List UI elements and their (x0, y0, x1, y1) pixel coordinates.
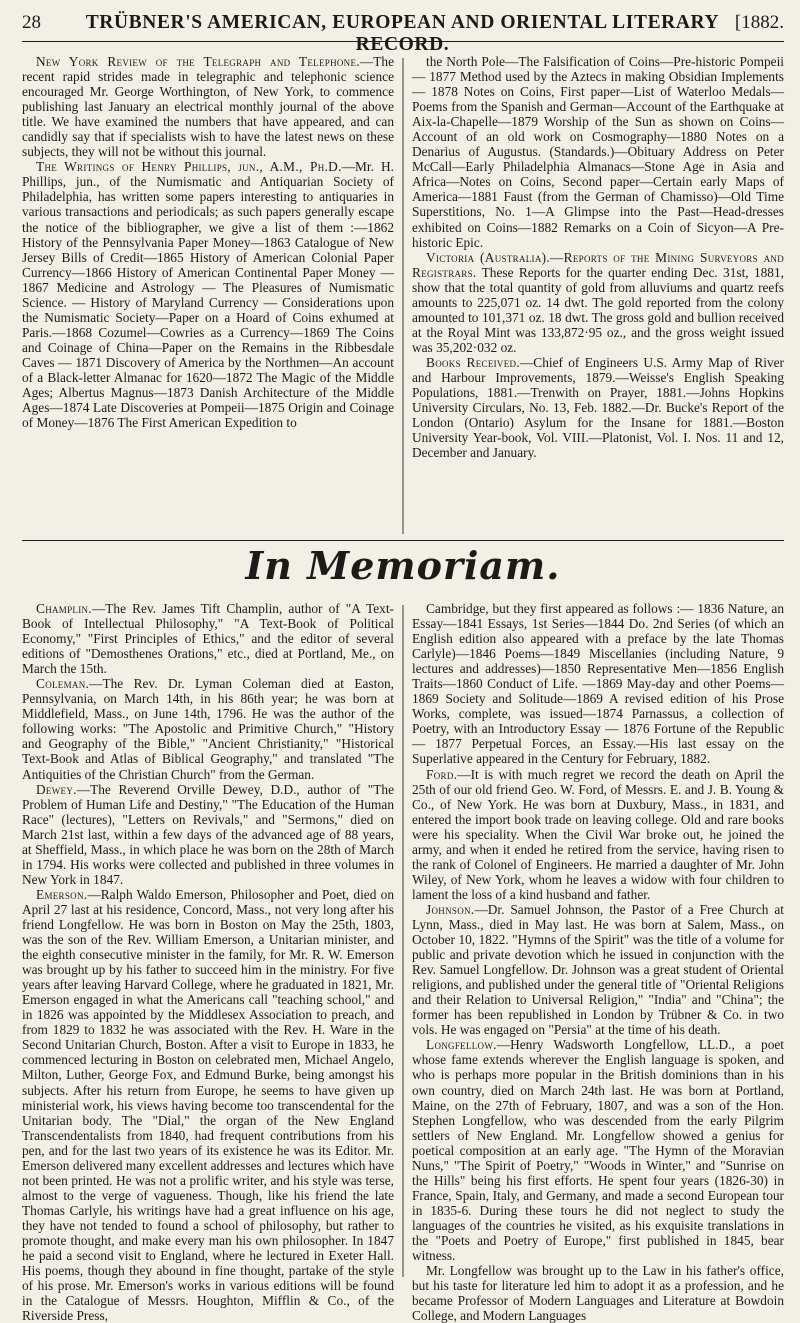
paragraph (412, 767, 784, 902)
paragraph (412, 54, 784, 250)
paragraph (412, 1037, 784, 1263)
paragraph (22, 159, 394, 430)
paragraph-lead: Dewey. (36, 781, 77, 797)
paragraph (412, 355, 784, 460)
paragraph (22, 782, 394, 887)
paragraph-text: —Henry Wadsworth Longfellow, LL.D., a poet whose fame extends wherever the English language is spoken, and who is perhaps more popular in the British dominions than in his own country, died on March 24th last. He was born at Portland, Maine, on the 27th of February, 1807, and was a son of the Hon. Stephen Longfellow, who was descended from the early Pilgrim settlers of New England. Mr. Longfellow showed a genius for poetical composition at an early age. "The Hymn of the Moravian Nuns," "The Spirit of Poetry," "Woods in Winter," and "Sunrise on the Hills" being his first efforts. He spent four years (1826-30) in France, Spain, Italy, and Germany, and made a second European tour in 1835-6. During these tours he did not neglect to study the languages of the countries he visited, as his exquisite translations in the "Poets and Poetry of Europe," first published in 1845, bear witness. (412, 1037, 784, 1264)
paragraph-text: the North Pole—The Falsification of Coins—Pre-historic Pompeii — 1877 Method used by the Aztecs in making Obsidian Implements — 1878 Notes on Coins, First paper—List of Waterloo Medals—Poems from the Spanish and German—Account of the Earthquake at Aix-la-Chapelle—1879 Worship of the Sun as shown on Coins—Account of an old work on Cosmography—1880 Notes on a Denarius of Augustus. (Standards.)—Obituary Address on Peter McCall—Early Philadelphia Almanacs—Stone Age in Asia and Africa—Notes on Coins, Second paper—Certain early Maps of America—1881 Faust (from the German of Chamisso)—Old Time Superstitions, No. 1—A Glimpse into the Past—Head-dresses exhibited on Coins—1882 Remarks on a Coin of Sicyon—A Pre-historic Epic. (412, 54, 784, 250)
paragraph-lead: Books Received. (426, 354, 520, 370)
paragraph (412, 1263, 784, 1323)
paragraph-text: —Dr. Samuel Johnson, the Pastor of a Free Church at Lynn, Mass., died in May last. He was born at Salem, Mass., on October 10, 1822. "Hymns of the Spirit" was the title of a volume for public and private devotion which he issued in conjunction with the Rev. Samuel Longfellow. Dr. Johnson was a great student of Oriental religions, and published under the general title of "Oriental Religions and their Relation to Universal Religion," "India" and "China"; the former has been republished in London by Trübner & Co. in two vols. He was engaged on "Persia" at the time of his death. (412, 901, 784, 1038)
paragraph (22, 887, 394, 1323)
paragraph (412, 902, 784, 1037)
paragraph-text: —The recent rapid strides made in telegraphic and telephonic science encouraged Mr. George Worthington, of New York, to commence publishing last January an electrical monthly journal of the above title. We have examined the numbers that have appeared, and can candidly say that if specialists wish to have the latest news on these subjects, they will not be without this journal. (22, 54, 394, 160)
paragraph (412, 250, 784, 355)
page (22, 12, 784, 1323)
in-memoriam-heading: In Memoriam. (245, 543, 561, 588)
paragraph-lead: New York Review of the Telegraph and Telephone. (36, 54, 360, 69)
paragraph-text: —Mr. H. Phillips, jun., of the Numismatic and Antiquarian Society of Philadelphia, has written some papers interesting to antiquaries in various transactions and periodicals; as such papers generally escape the notice of the bibliographer, we give a list of them :—1862 History of the Pennsylvania Paper Money—1863 Catalogue of New Jersey Bills of Credit—1865 History of American Colonial Paper Currency—1866 History of American Continental Paper Money — 1867 Medicine and Astrology — The Pleasures of Numismatic Science. — History of Maryland Currency — Considerations upon the Numismatic Society—Paper on a Hoard of Coins exhumed at Paris.—1868 Cozumel—Cowries as a Currency—1869 The Coins and Coinage of China—Paper on the Remains in the Ribbesdale Caves — 1871 Discovery of America by the Northmen—An account of a Black-letter Almanac for 1620—1872 The Magic of the Middle Ages; Albertus Magnus—1873 Danish Architecture of the Middle Ages—1874 Late Discoveries at Pompeii—1875 Origin and Coinage of Money—1876 The First American Expedition to (22, 159, 394, 431)
memoriam-right-column (412, 601, 784, 1323)
paragraph-text: Cambridge, but they first appeared as follows :— 1836 Nature, an Essay—1841 Essays, 1st Series—1844 Do. 2nd Series (of which an English edition also appeared with a preface by the late Thomas Carlyle)—1846 Poems—1849 Miscellanies (including Nature, 9 lectures and addresses)—1850 Representative Men—1856 English Traits—1860 Conduct of Life. —1869 May-day and other Poems—1869 Society and Solitude—1869 A revised edition of his Prose Works, complete, was issued—1874 Parnassus, a collection of Poetry, with an Introductory Essay — 1876 Fortune of the Republic — 1877 Perpetual Forces, an Essay.—His last essay on the Superlative appeared in the Century for February, 1882. (412, 601, 784, 767)
paragraph-text: —Ralph Waldo Emerson, Philosopher and Poet, died on April 27 last at his residence, Concord, Mass., not very long after his friend Longfellow. He was born in Boston on May the 25th, 1803, was the son of the Rev. William Emerson, a Unitarian minister, and the eighth consecutive minister in the family, for Mr. R. W. Emerson was brought up by his father to succeed him in the ministry. For five years after leaving Harvard College, where he graduated in 1821, Mr. Emerson engaged in what the Americans call "teaching school," and in 1826 was appointed by the Middlesex Association to preach, and from 1829 to 1832 he was associated with the Rev. H. Ware in the Second Unitarian Church, Boston. After a visit to Europe in 1833, he commenced lecturing in Boston on celebrated men, Michael Angelo, Milton, Luther, George Fox, and Edmund Burke, being amongst his subjects. After his return from Europe, he seems to have given up ministerial work, his views having become too transcendental for the Unitarian body. The "Dial," the organ of the New England Transcendentalists from 1840, had frequent contributions from his pen, and for the last two years of its existence he was its Editor. Mr. Emerson delivered many excellent addresses and lectures which have not been printed. He was not a prolific writer, and his style was terse, almost to the verge of vagueness. Though, like his friend the late Thomas Carlyle, his writings have had a great influence on his age, they have not tended to found a school of philosophy, but rather to promote thought, and make every man his own philosopher. In 1847 he paid a second visit to England, where he lectured in Exeter Hall. His poems, though they abound in fine thought, partake of the style of his prose. Mr. Emerson's works in various editions will be found in the Catalogue of Messrs. Houghton, Mifflin & Co., of the Riverside Press, (22, 886, 394, 1323)
paragraph-lead: Victoria (Australia).—Reports of the Mining Surveyors and Registrars. (412, 249, 784, 280)
paragraph-text: —The Reverend Orville Dewey, D.D., author of "The Problem of Human Life and Destiny," "The Education of the Human Race" (lectures), "Letters on Revivals," and "Sermons," died on March 21st last, within a few days of the advanced age of 88 years, at Sheffield, Mass., in which place he was born on the 28th of March in 1794. His works were collected and published in three volumes in New York in 1847. (22, 781, 394, 887)
paragraph-text: Mr. Longfellow was brought up to the Law in his father's office, but his taste for literature led him to adopt it as a profession, and he became Professor of Modern Languages and Literature at Bowdoin College, and Modern Languages (412, 1263, 784, 1323)
running-header (22, 12, 784, 55)
header-year: [1882. (734, 12, 784, 33)
paragraph-text: These Reports for the quarter ending Dec. 31st, 1881, show that the total quantity of gold from alluviums and quartz reefs amounts to 225,071 oz. 14 dwt. The gold reported from the colony amounted to 101,371 oz. 18 dwt. The gross gold and bullion received at the Royal Mint was 133,872·95 oz., and the gross weight issued was 35,202·032 oz. (412, 264, 784, 355)
paragraph-text: —Chief of Engineers U.S. Army Map of River and Harbour Improvements, 1879.—Weisse's English Speaking Populations, 1881.—Trenwith on Prayer, 1881.—Johns Hopkins University Circulars, No. 13, Feb. 1882.—Dr. Bucke's Report of the London (Ontario) Asylum for the Insane for 1881.—Boston University Year-book, Vol. VIII.—Platonist, Vol. I. Nos. 11 and 12, December and January. (412, 354, 784, 461)
paragraph-text: —The Rev. Dr. Lyman Coleman died at Easton, Pennsylvania, on March 14th, in his 86th year; he was born at Middlefield, Mass., on June 14th, 1796. He was the author of the following works: "The Apostolic and Primitive Church," "History and Geography of the Bible," "Ancient Christianity," "Historical Text-Book and Atlas of Biblical Geography," and translated "The Antiquities of the Christian Church" from the German. (22, 676, 394, 782)
paragraph (22, 54, 394, 159)
paragraph (22, 676, 394, 781)
paragraph-lead: Emerson. (36, 886, 88, 902)
paragraph-text: —It is with much regret we record the death on April the 25th of our old friend Geo. W. Ford, of Messrs. E. and J. B. Young & Co., of New York. He was born at Duxbury, Mass., in 1831, and entered the import book trade on leaving college. Old and rare books were his speciality. When the Civil War broke out, he joined the army, and when it ended he retired from the service, having risen to the rank of Colonel of Engineers. He married a daughter of Mr. John Wiley, of New York, whom he leaves a widow with four children to lament the loss of a kind husband and father. (412, 766, 784, 902)
paragraph (22, 601, 394, 676)
paragraph-text: —The Rev. James Tift Champlin, author of "A Text-Book of Intellectual Philosophy," "A Text-Book of Political Economy," "First Principles of Ethics," and the editor of several editions of "Demosthenes Orations," etc., died at Portland, Me., on March the 15th. (22, 601, 394, 677)
paragraph-lead: Coleman. (36, 676, 90, 692)
paragraph-lead: Ford. (426, 766, 458, 782)
paragraph-lead: Champlin. (36, 601, 92, 616)
journal-title: TRÜBNER'S AMERICAN, EUROPEAN AND ORIENTAL LITERARY RECORD. (85, 12, 720, 55)
upper-left-column (22, 54, 394, 538)
section-divider (22, 540, 784, 541)
memoriam-left-column (22, 601, 394, 1323)
paragraph-lead: Longfellow. (426, 1037, 497, 1053)
upper-right-column (412, 54, 784, 538)
upper-section (22, 54, 784, 538)
memoriam-section (22, 601, 784, 1323)
paragraph-lead: The Writings of Henry Phillips, jun., A.M., Ph.D. (36, 159, 342, 175)
paragraph-lead: Johnson. (426, 901, 475, 917)
paragraph (412, 601, 784, 767)
page-number: 28 (22, 12, 41, 33)
